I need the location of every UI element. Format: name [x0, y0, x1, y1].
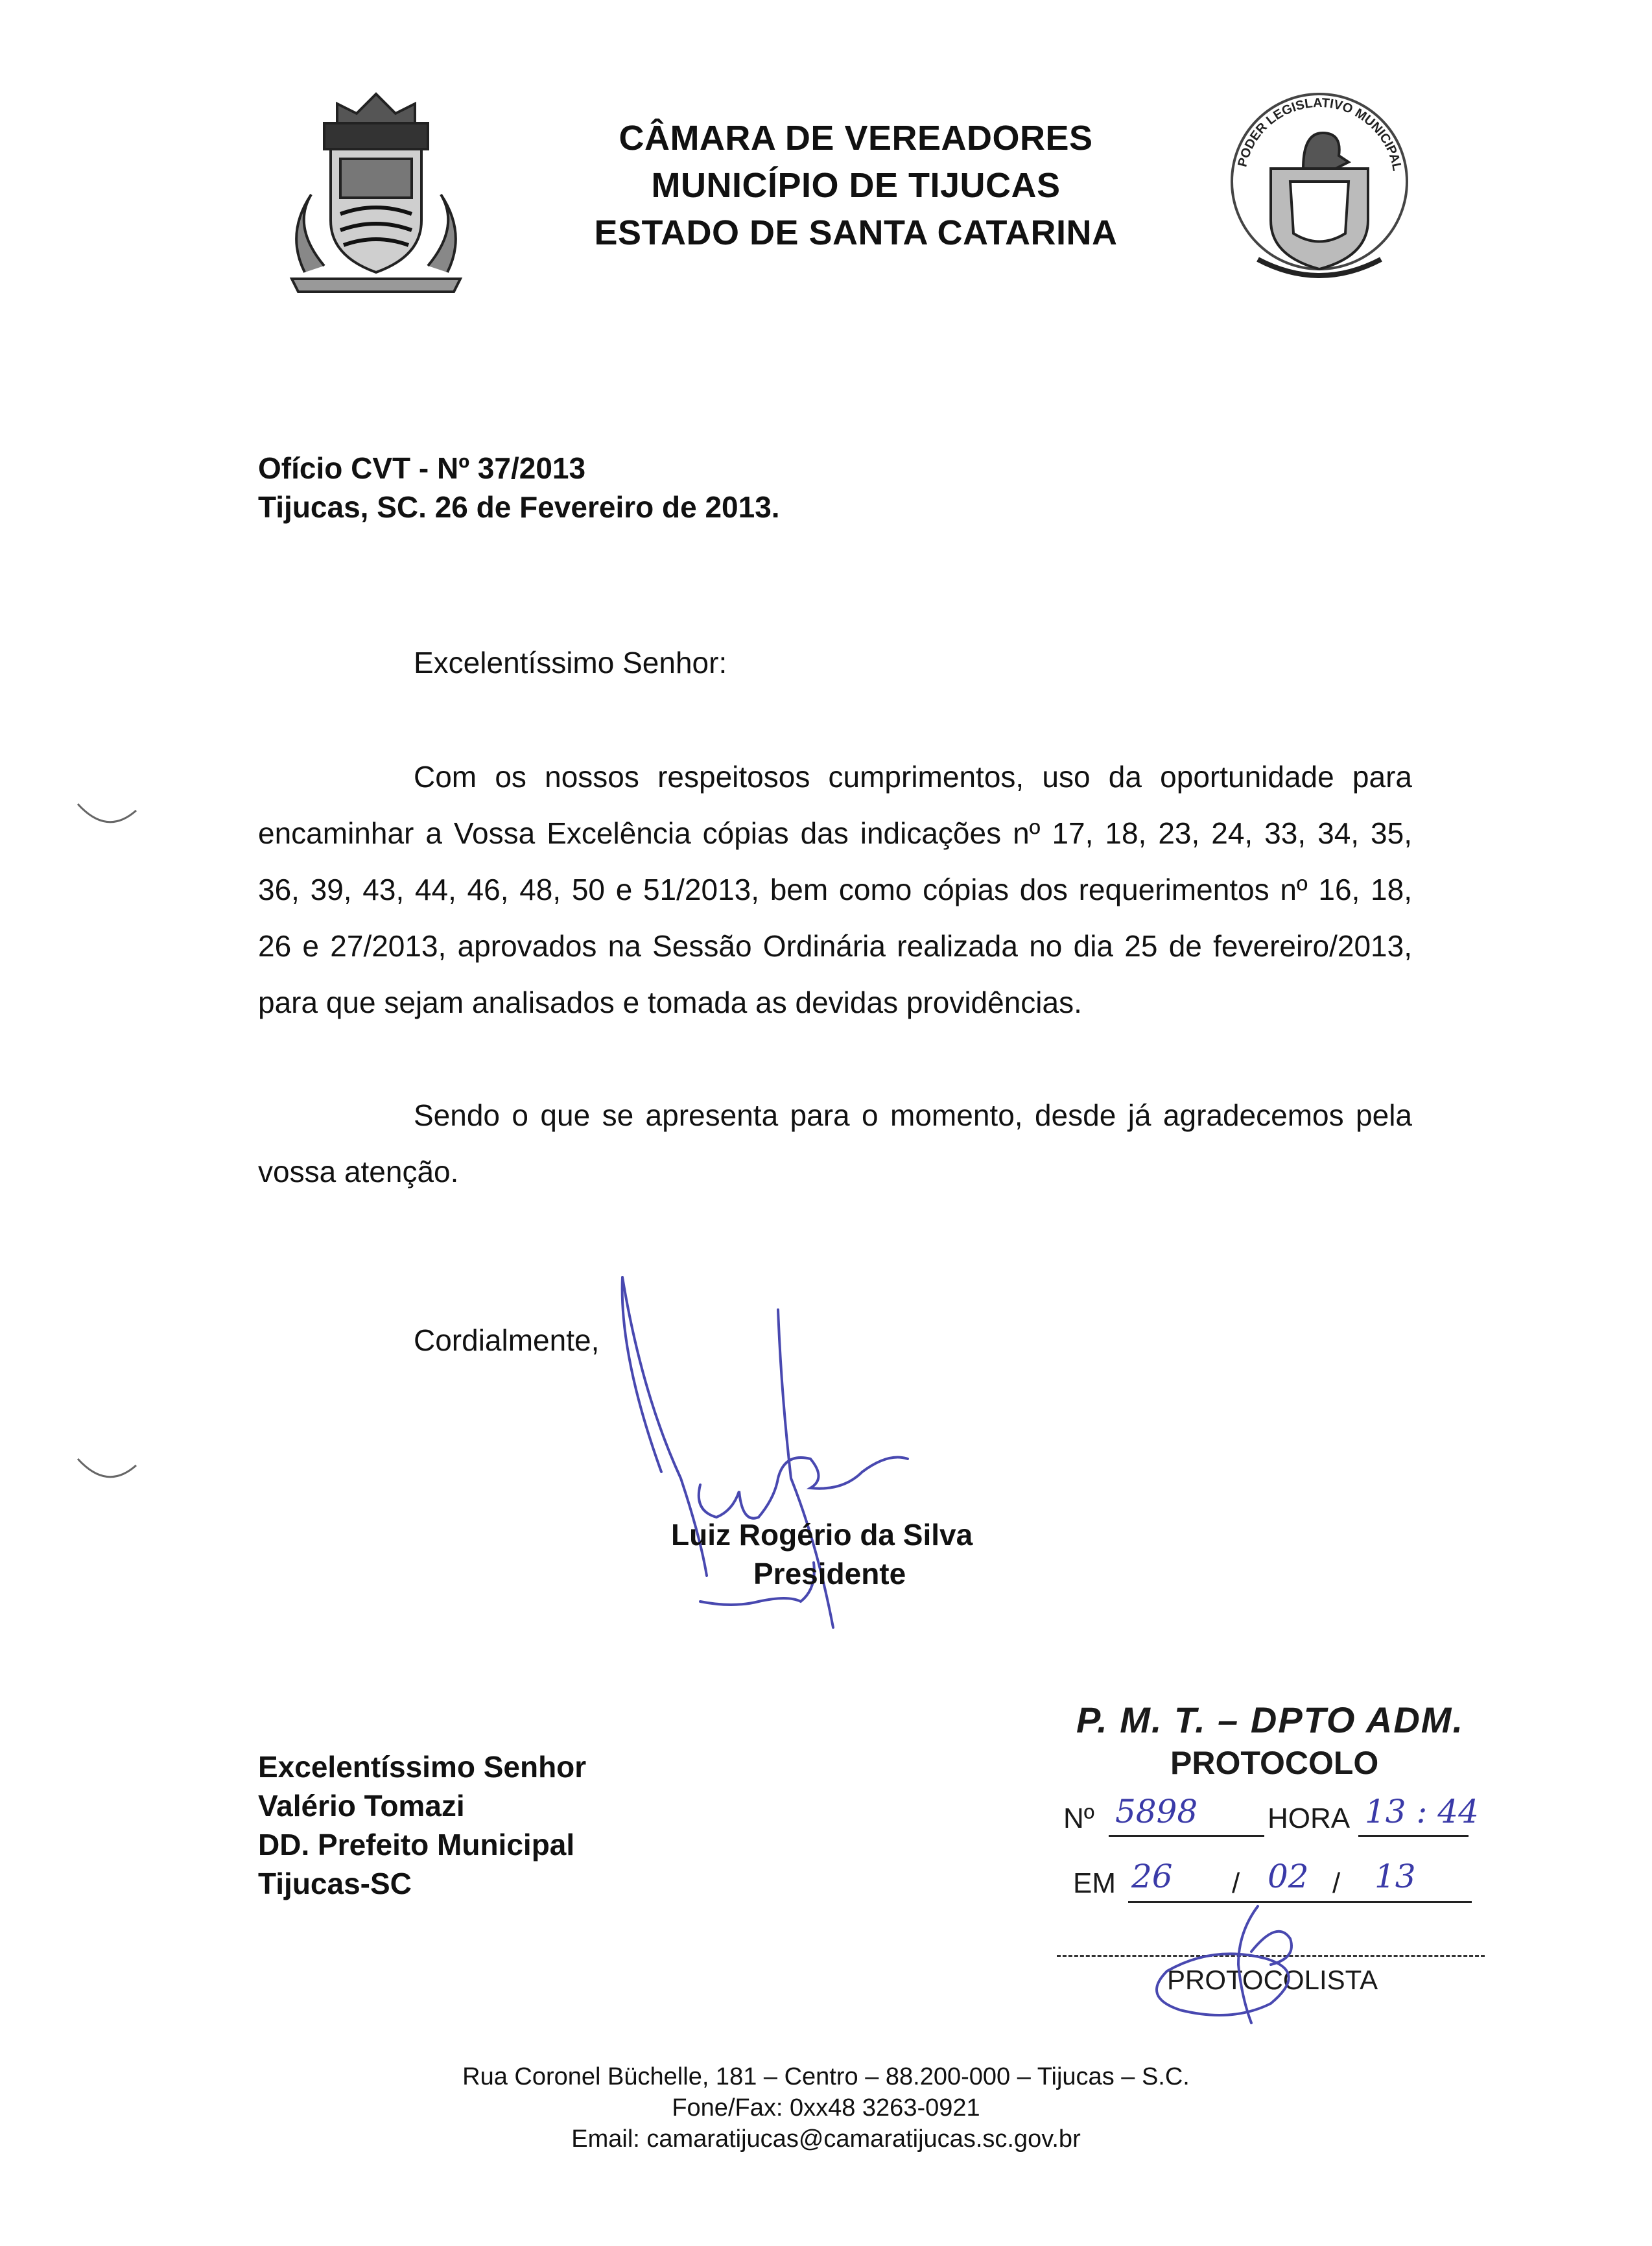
- recipient-line-3: DD. Prefeito Municipal: [258, 1828, 575, 1862]
- punch-hole-mark-top: [71, 798, 143, 836]
- footer-address: Rua Coronel Büchelle, 181 – Centro – 88.200-000 – Tijucas – S.C.: [462, 2063, 1190, 2090]
- stamp-number-value: 5898: [1115, 1793, 1198, 1830]
- header-line-3: ESTADO DE SANTA CATARINA: [594, 213, 1118, 252]
- stamp-time-label: HORA: [1268, 1803, 1351, 1834]
- closing: Cordialmente,: [414, 1323, 600, 1357]
- stamp-subtitle: PROTOCOLO: [1170, 1745, 1379, 1781]
- stamp-title: P. M. T. – DPTO ADM.: [1076, 1699, 1465, 1740]
- stamp-date-day: 26: [1131, 1858, 1173, 1895]
- stamp-number-line: [1109, 1835, 1264, 1837]
- body-paragraph-1: Com os nossos respeitosos cumprimentos, uso da oportunidade para encaminhar a Vossa Excelência cópias das indicações nº 17, 18, 23, 24, 33, 34, 35, 36, 39, 43, 44, 46, 48, 50 e 51/2013, bem como cópias dos requerimentos nº 16, 18, 26 e 27/2013, aprovados na Sessão Ordinária realizada no dia 25 de fevereiro/2013, para que sejam analisados e tomada as devidas providências.: [258, 760, 1412, 1019]
- stamp-number-label: Nº: [1063, 1803, 1094, 1834]
- stamp-date-sep-2: /: [1332, 1867, 1341, 1899]
- body-paragraph-2: Sendo o que se apresenta para o momento, desde já agradecemos pela vossa atenção.: [258, 1098, 1412, 1188]
- header-line-1: CÂMARA DE VEREADORES: [619, 119, 1093, 158]
- municipal-coat-of-arms-icon: [266, 78, 486, 298]
- stamp-date-label: EM: [1073, 1867, 1116, 1899]
- letter-date: Tijucas, SC. 26 de Fevereiro de 2013.: [258, 490, 780, 524]
- footer-email: Email: camaratijucas@camaratijucas.sc.gov.br: [571, 2125, 1081, 2153]
- stamp-time-value: 13 : 44: [1365, 1793, 1479, 1830]
- recipient-line-2: Valério Tomazi: [258, 1789, 465, 1823]
- header-line-2: MUNICÍPIO DE TIJUCAS: [651, 166, 1061, 205]
- signatory-title: Presidente: [753, 1557, 906, 1590]
- stamp-signer-label: PROTOCOLISTA: [1167, 1965, 1378, 1995]
- seal-text: PODER LEGISLATIVO MUNICIPAL: [1235, 95, 1404, 172]
- legislative-seal-icon: [1219, 71, 1420, 285]
- handwritten-signature: [603, 1264, 966, 1679]
- stamp-time-line: [1358, 1835, 1469, 1837]
- stamp-date-sep-1: /: [1232, 1867, 1240, 1899]
- stamp-date-month: 02: [1268, 1858, 1309, 1895]
- footer-phone: Fone/Fax: 0xx48 3263-0921: [672, 2094, 980, 2122]
- recipient-line-4: Tijucas-SC: [258, 1867, 412, 1900]
- signatory-name: Luiz Rogério da Silva: [671, 1518, 973, 1552]
- punch-hole-mark-bottom: [71, 1452, 143, 1491]
- protocolist-initials: [1141, 1893, 1362, 2036]
- stamp-date-year: 13: [1375, 1858, 1416, 1895]
- salutation: Excelentíssimo Senhor:: [414, 646, 727, 680]
- oficio-number: Ofício CVT - Nº 37/2013: [258, 451, 586, 485]
- recipient-line-1: Excelentíssimo Senhor: [258, 1750, 587, 1784]
